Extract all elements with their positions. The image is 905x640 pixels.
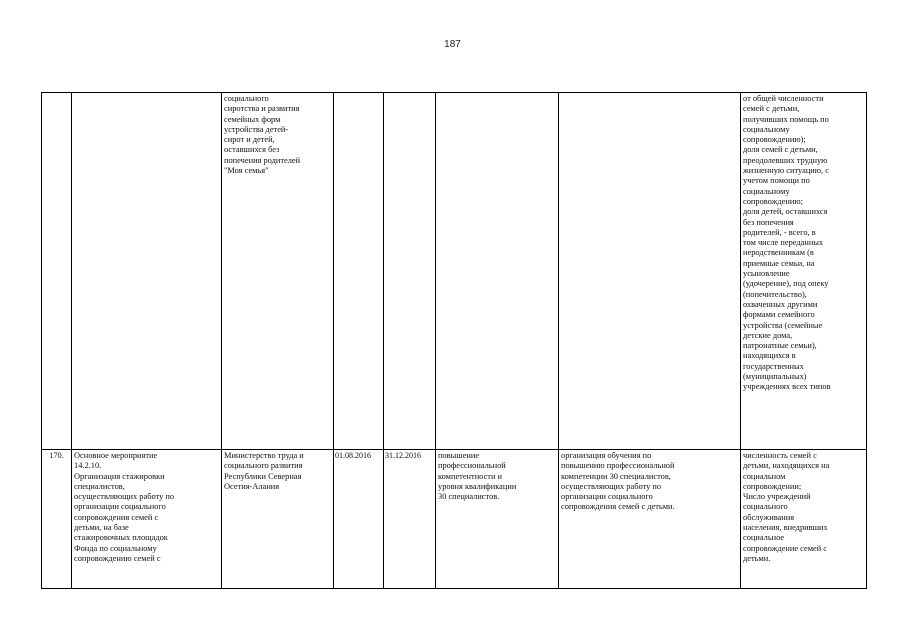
end-date-cell — [384, 93, 436, 450]
program-events-table — [41, 92, 867, 589]
table-row — [42, 450, 867, 589]
start-date-cell — [334, 93, 384, 450]
start-date-cell: 01.08.2016 — [334, 450, 384, 589]
page-number: 187 — [444, 39, 461, 50]
row-number-cell: 170. — [42, 450, 72, 589]
end-date-cell: 31.12.2016 — [384, 450, 436, 589]
indicator-cell: численность семей с детьми, находящихся на социальном сопровождении; Число учреждений социального обслуживания населения, внедривших социальное сопровождение семей с детьми. — [741, 450, 867, 589]
event-name-cell — [72, 93, 222, 450]
row-number-cell — [42, 93, 72, 450]
main-directions-cell — [559, 93, 741, 450]
event-name-cell: Основное мероприятие 14.2.10. Организация стажировки специалистов, осуществляющих работу по организации социального сопровождения семей с детьми, на базе стажировочных площадок Фонда по социальному сопровождению семей с — [72, 450, 222, 589]
indicator-cell: от общей численности семей с детьми, получивших помощь по социальному сопровождению); доля семей с детьми, преодолевших трудную жизненную ситуацию, с учетом помощи по социальному сопровождению; доля детей, оставшихся без попечения родителей, - всего, в том числе переданных неродственникам (в приемные семьи, на усыновление (удочерение), под опеку (попечительство), охваченных другими формами семейного устройства (семейные детские дома, патронатные семьи), находящихся в государственных (муниципальных) учреждениях всех типов — [741, 93, 867, 450]
executor-cell: социального сиротства и развития семейных форм устройства детей- сирот и детей, оставшихся без попечения родителей "Моя семья" — [222, 93, 334, 450]
expected-result-cell: повышение профессиональной компетентности и уровня квалификации 30 специалистов. — [436, 450, 559, 589]
table-row — [42, 93, 867, 450]
main-directions-cell: организация обучения по повышению профессиональной компетенции 30 специалистов, осуществляющих работу по организации социального сопровождения семей с детьми. — [559, 450, 741, 589]
expected-result-cell — [436, 93, 559, 450]
executor-cell: Министерство труда и социального развития Республики Северная Осетия-Алания — [222, 450, 334, 589]
